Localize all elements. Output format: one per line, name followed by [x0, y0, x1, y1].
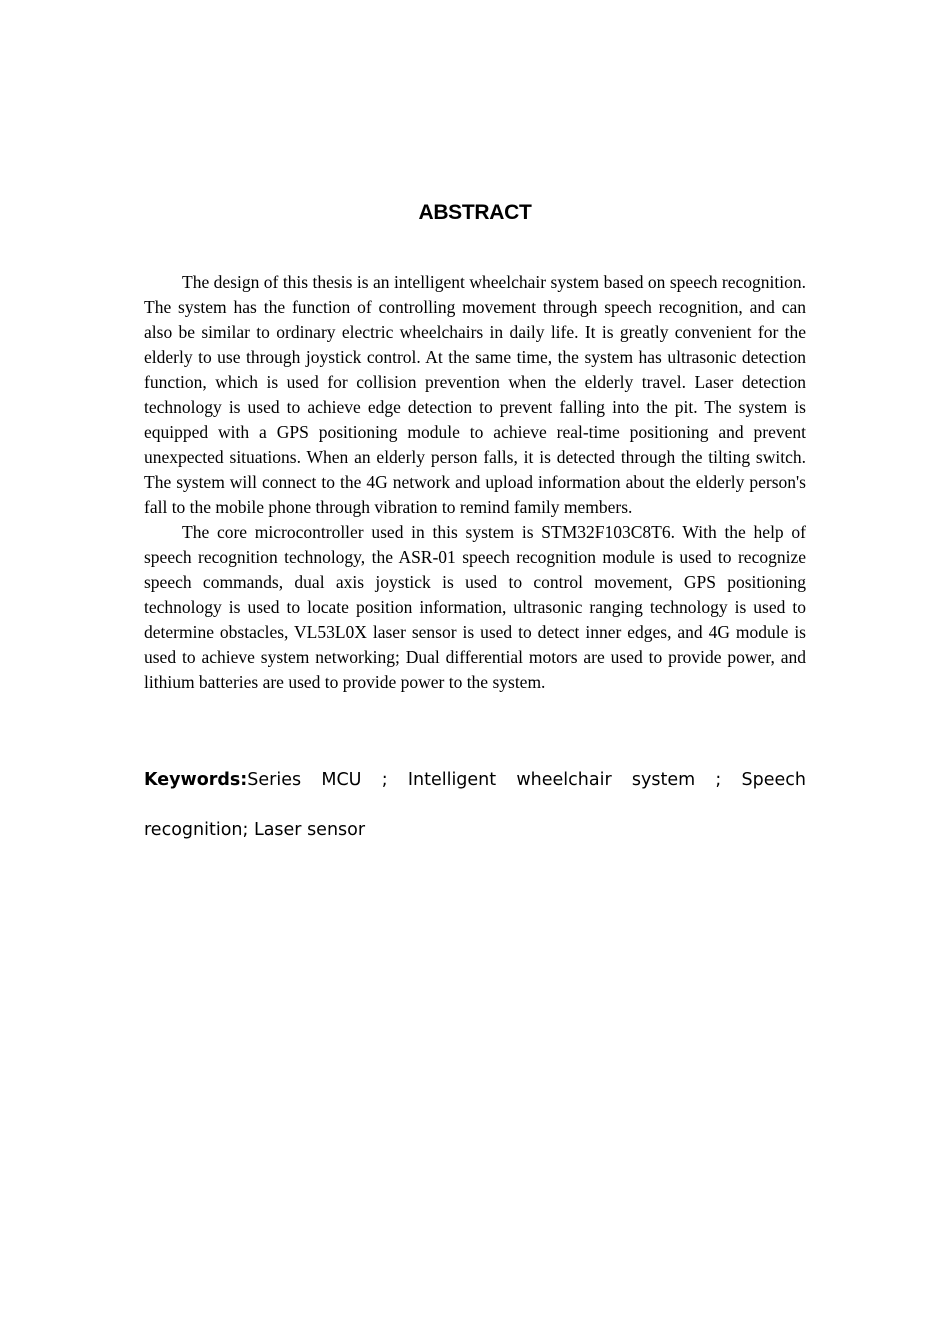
keywords-label: Keywords: [144, 770, 248, 790]
abstract-paragraph-1: The design of this thesis is an intelligent wheelchair system based on speech recognition. The system has the function of controlling movement through speech recognition, and can also be similar to ordinary electric wheelchairs in daily life. It is greatly convenient for the elderly to use through joystick control. At the same time, the system has ultrasonic detection function, which is used for collision prevention when the elderly travel. Laser detection technology is used to achieve edge detection to prevent falling into the pit. The system is equipped with a GPS positioning module to achieve real-time positioning and prevent unexpected situations. When an elderly person falls, it is detected through the tilting switch. The system will connect to the 4G network and upload information about the elderly person's fall to the mobile phone through vibration to remind family members. [144, 272, 806, 517]
keywords-line [144, 755, 806, 855]
keywords-text: Series MCU ; Intelligent wheelchair system ; Speech recognition; Laser sensor [144, 770, 806, 840]
abstract-body [144, 270, 806, 695]
abstract-heading: ABSTRACT [418, 201, 532, 224]
abstract-paragraph-2: The core microcontroller used in this system is STM32F103C8T6. With the help of speech recognition technology, the ASR-01 speech recognition module is used to recognize speech commands, dual axis joystick is used to control movement, GPS positioning technology is used to locate position information, ultrasonic ranging technology is used to determine obstacles, VL53L0X laser sensor is used to detect inner edges, and 4G module is used to achieve system networking; Dual differential motors are used to provide power, and lithium batteries are used to provide power to the system. [144, 522, 806, 692]
